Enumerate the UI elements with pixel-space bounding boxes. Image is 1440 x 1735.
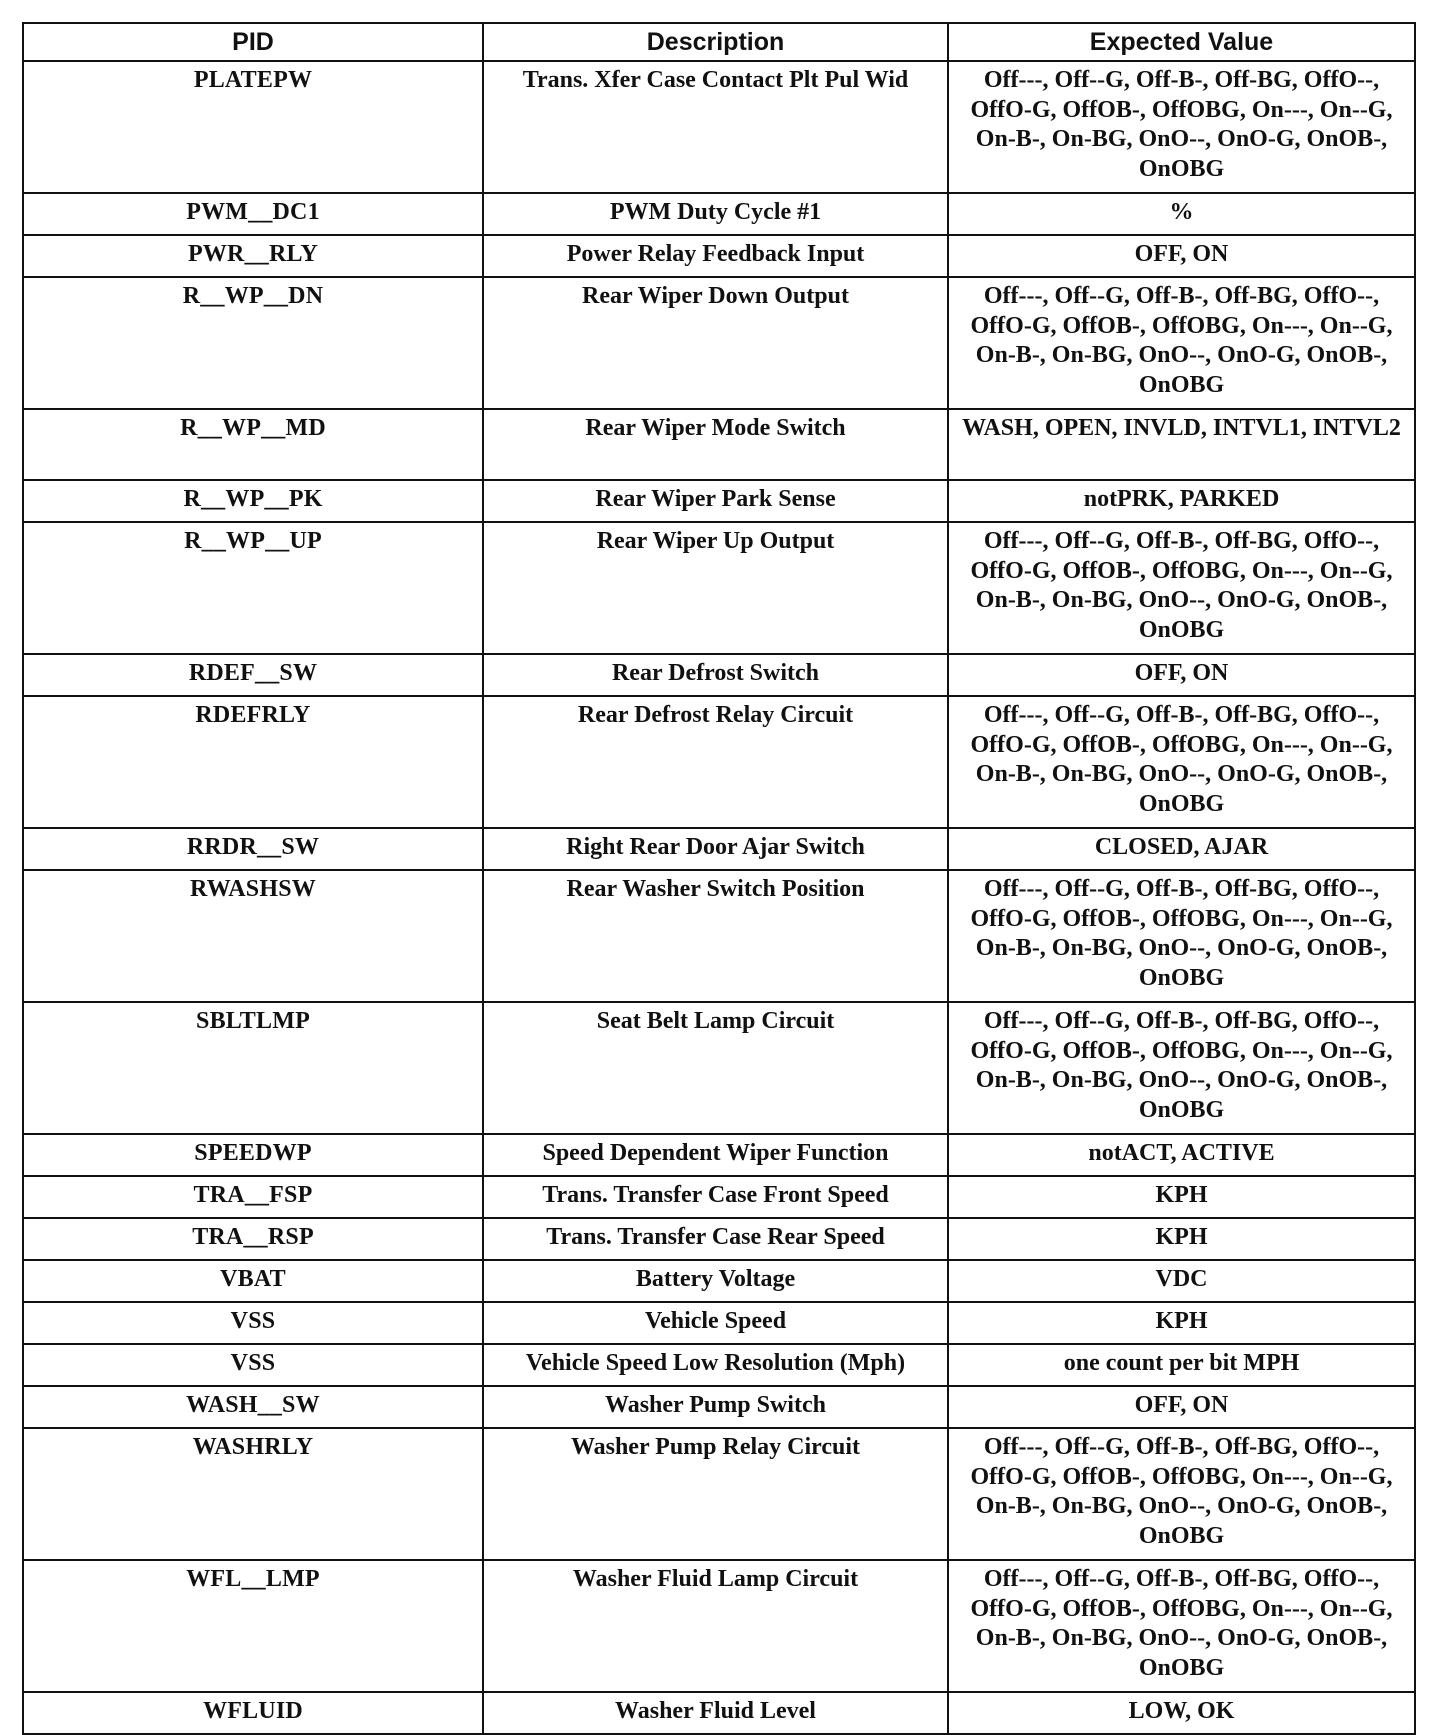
description-cell: Rear Wiper Up Output (483, 522, 948, 654)
description-cell: Trans. Transfer Case Front Speed (483, 1176, 948, 1218)
table-row (23, 277, 1415, 409)
expected-value-cell: Off---, Off--G, Off-B-, Off-BG, OffO--, OffO-G, OffOB-, OffOBG, On---, On--G, On-B-, On-BG, OnO--, OnO-G, OnOB-, OnOBG (948, 1428, 1415, 1560)
description-cell: Washer Pump Relay Circuit (483, 1428, 948, 1560)
expected-value-cell: % (948, 193, 1415, 235)
expected-value-cell: VDC (948, 1260, 1415, 1302)
table-row (23, 1134, 1415, 1176)
table-row (23, 1176, 1415, 1218)
expected-value-cell: Off---, Off--G, Off-B-, Off-BG, OffO--, OffO-G, OffOB-, OffOBG, On---, On--G, On-B-, On-BG, OnO--, OnO-G, OnOB-, OnOBG (948, 696, 1415, 828)
table-row (23, 1218, 1415, 1260)
description-cell: Trans. Transfer Case Rear Speed (483, 1218, 948, 1260)
description-cell: Washer Fluid Level (483, 1692, 948, 1734)
pid-cell: RRDR__SW (23, 828, 483, 870)
expected-value-cell: KPH (948, 1218, 1415, 1260)
description-cell: Rear Wiper Down Output (483, 277, 948, 409)
pid-cell: WASHRLY (23, 1428, 483, 1560)
expected-value-cell: Off---, Off--G, Off-B-, Off-BG, OffO--, OffO-G, OffOB-, OffOBG, On---, On--G, On-B-, On-BG, OnO--, OnO-G, OnOB-, OnOBG (948, 61, 1415, 193)
expected-value-cell: notPRK, PARKED (948, 480, 1415, 522)
table-row (23, 1002, 1415, 1134)
description-cell: Seat Belt Lamp Circuit (483, 1002, 948, 1134)
header-pid: PID (23, 23, 483, 61)
pid-cell: R__WP__PK (23, 480, 483, 522)
pid-cell: SPEEDWP (23, 1134, 483, 1176)
pid-cell: WFL__LMP (23, 1560, 483, 1692)
table-row (23, 654, 1415, 696)
pid-cell: TRA__RSP (23, 1218, 483, 1260)
expected-value-cell: Off---, Off--G, Off-B-, Off-BG, OffO--, OffO-G, OffOB-, OffOBG, On---, On--G, On-B-, On-BG, OnO--, OnO-G, OnOB-, OnOBG (948, 277, 1415, 409)
table-row (23, 1386, 1415, 1428)
expected-value-cell: OFF, ON (948, 654, 1415, 696)
pid-cell: R__WP__MD (23, 409, 483, 480)
expected-value-cell: Off---, Off--G, Off-B-, Off-BG, OffO--, OffO-G, OffOB-, OffOBG, On---, On--G, On-B-, On-BG, OnO--, OnO-G, OnOB-, OnOBG (948, 1560, 1415, 1692)
expected-value-cell: Off---, Off--G, Off-B-, Off-BG, OffO--, OffO-G, OffOB-, OffOBG, On---, On--G, On-B-, On-BG, OnO--, OnO-G, OnOB-, OnOBG (948, 870, 1415, 1002)
description-cell: Trans. Xfer Case Contact Plt Pul Wid (483, 61, 948, 193)
description-cell: Vehicle Speed (483, 1302, 948, 1344)
description-cell: Rear Wiper Mode Switch (483, 409, 948, 480)
table-row (23, 1428, 1415, 1560)
pid-cell: RDEF__SW (23, 654, 483, 696)
description-cell: Rear Wiper Park Sense (483, 480, 948, 522)
description-cell: Rear Defrost Switch (483, 654, 948, 696)
pid-cell: VSS (23, 1344, 483, 1386)
pid-cell: SBLTLMP (23, 1002, 483, 1134)
pid-cell: VSS (23, 1302, 483, 1344)
description-cell: PWM Duty Cycle #1 (483, 193, 948, 235)
pid-table (22, 22, 1416, 1735)
pid-cell: TRA__FSP (23, 1176, 483, 1218)
pid-cell: RWASHSW (23, 870, 483, 1002)
description-cell: Rear Defrost Relay Circuit (483, 696, 948, 828)
description-cell: Washer Fluid Lamp Circuit (483, 1560, 948, 1692)
table-row (23, 1560, 1415, 1692)
table-row (23, 828, 1415, 870)
pid-cell: R__WP__DN (23, 277, 483, 409)
pid-cell: PWM__DC1 (23, 193, 483, 235)
description-cell: Battery Voltage (483, 1260, 948, 1302)
table-row (23, 193, 1415, 235)
expected-value-cell: notACT, ACTIVE (948, 1134, 1415, 1176)
description-cell: Washer Pump Switch (483, 1386, 948, 1428)
expected-value-cell: CLOSED, AJAR (948, 828, 1415, 870)
description-cell: Vehicle Speed Low Resolution (Mph) (483, 1344, 948, 1386)
expected-value-cell: one count per bit MPH (948, 1344, 1415, 1386)
pid-cell: WFLUID (23, 1692, 483, 1734)
header-expected-value: Expected Value (948, 23, 1415, 61)
pid-cell: PLATEPW (23, 61, 483, 193)
description-cell: Speed Dependent Wiper Function (483, 1134, 948, 1176)
expected-value-cell: WASH, OPEN, INVLD, INTVL1, INTVL2 (948, 409, 1415, 480)
expected-value-cell: KPH (948, 1302, 1415, 1344)
pid-cell: PWR__RLY (23, 235, 483, 277)
expected-value-cell: KPH (948, 1176, 1415, 1218)
table-row (23, 480, 1415, 522)
table-row (23, 1260, 1415, 1302)
pid-cell: WASH__SW (23, 1386, 483, 1428)
table-row (23, 522, 1415, 654)
table-row (23, 870, 1415, 1002)
pid-cell: VBAT (23, 1260, 483, 1302)
expected-value-cell: Off---, Off--G, Off-B-, Off-BG, OffO--, OffO-G, OffOB-, OffOBG, On---, On--G, On-B-, On-BG, OnO--, OnO-G, OnOB-, OnOBG (948, 1002, 1415, 1134)
pid-cell: R__WP__UP (23, 522, 483, 654)
description-cell: Rear Washer Switch Position (483, 870, 948, 1002)
header-description: Description (483, 23, 948, 61)
table-row (23, 1692, 1415, 1734)
expected-value-cell: Off---, Off--G, Off-B-, Off-BG, OffO--, OffO-G, OffOB-, OffOBG, On---, On--G, On-B-, On-BG, OnO--, OnO-G, OnOB-, OnOBG (948, 522, 1415, 654)
expected-value-cell: LOW, OK (948, 1692, 1415, 1734)
table-row (23, 1344, 1415, 1386)
table-row (23, 409, 1415, 480)
table-row (23, 61, 1415, 193)
table-row (23, 1302, 1415, 1344)
pid-cell: RDEFRLY (23, 696, 483, 828)
table-row (23, 696, 1415, 828)
description-cell: Right Rear Door Ajar Switch (483, 828, 948, 870)
expected-value-cell: OFF, ON (948, 235, 1415, 277)
description-cell: Power Relay Feedback Input (483, 235, 948, 277)
table-row (23, 235, 1415, 277)
header-row (23, 23, 1415, 61)
expected-value-cell: OFF, ON (948, 1386, 1415, 1428)
